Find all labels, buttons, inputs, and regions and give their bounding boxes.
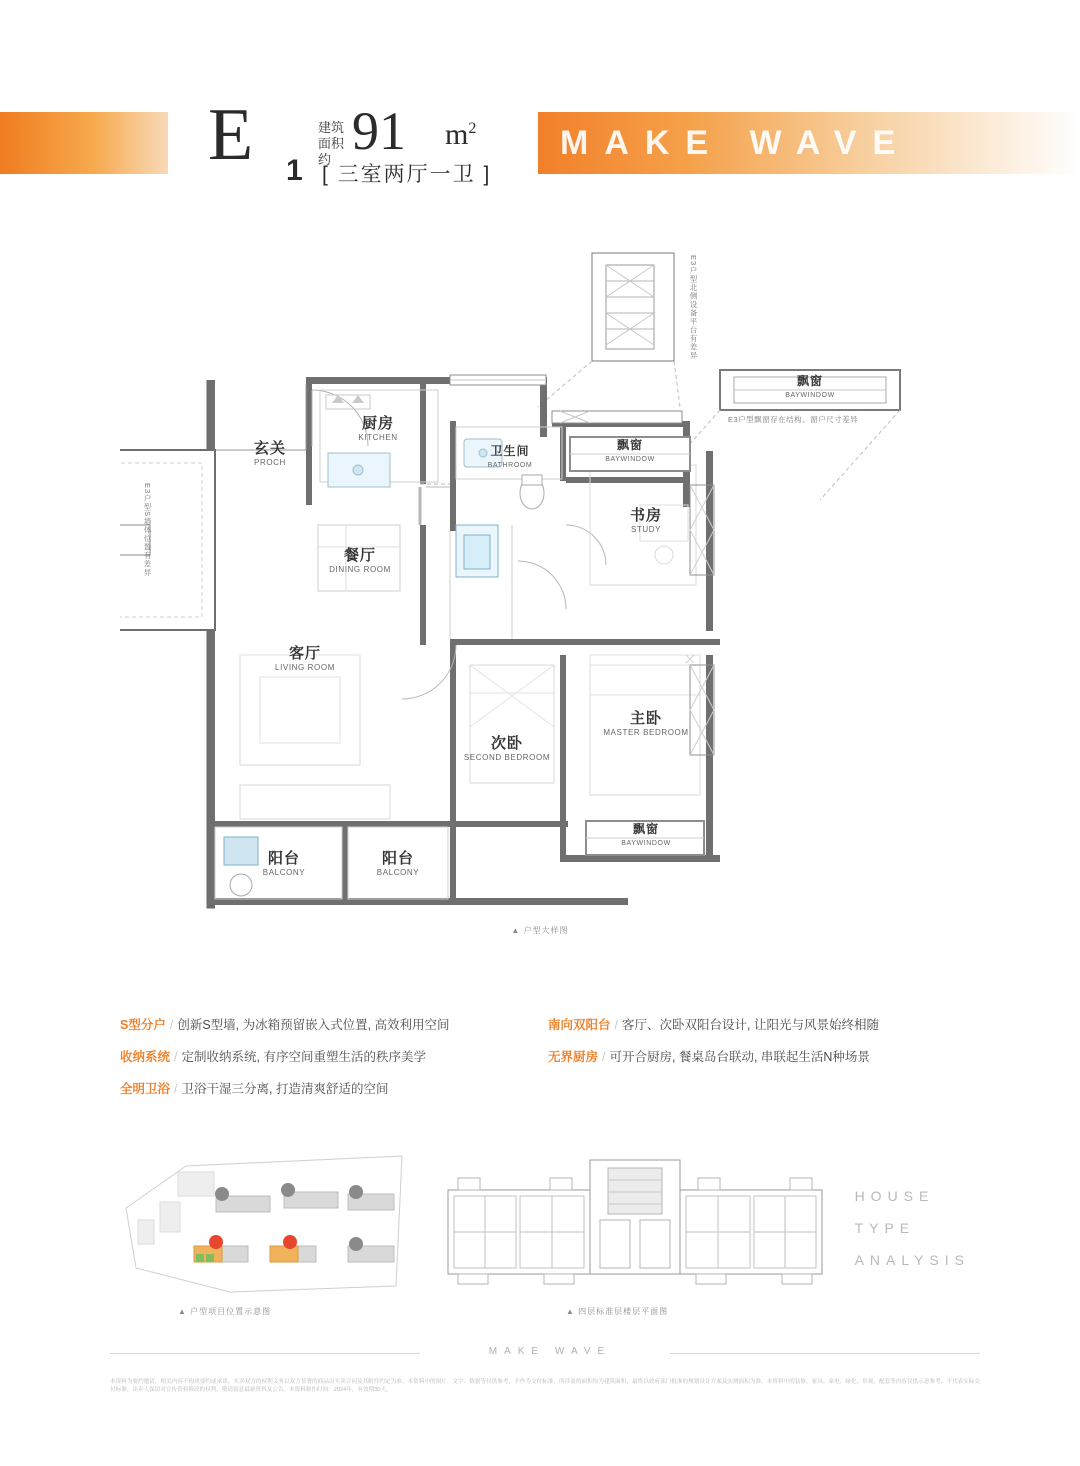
- room-label-bathroom: 卫生间 BATHROOM: [487, 444, 533, 469]
- room-label-study: 书房 STUDY: [629, 507, 662, 534]
- floor-plate-plan: [440, 1150, 830, 1316]
- feature-item-3: [548, 1018, 879, 1033]
- room-label-baywindow-study: 飘窗 BAYWINDOW: [605, 438, 655, 463]
- feature-key: 全明卫浴: [120, 1082, 171, 1096]
- disclaimer-text: 本资料为要约邀请，相关内容不构成要约或承诺，买卖双方的权利义务以双方签署的商品房买卖合同及其附件约定为准。本资料中的图片、文字、数据等仅供参考，不作为交付标准，所涉及的面积均为建筑面积，最终以政府部门批准的规划设计方案及实测面积为准。本资料中的装修、家具、家电、绿化、景观、配套等内容仅供示意参考，不代表实际交付标准。出卖人保留对宣传资料修改的权利，敬请留意最新资料及公告。本资料制作时间：2024年，有效期30天。: [110, 1379, 980, 1394]
- site-map-drawing: [120, 1150, 410, 1300]
- feature-sep: /: [174, 1050, 178, 1064]
- feature-value: 卫浴干湿三分离, 打造清爽舒适的空间: [181, 1082, 389, 1096]
- area-label-line1: 建筑: [318, 120, 345, 135]
- feature-key: 无界厨房: [548, 1050, 599, 1064]
- feature-item-2: [120, 1082, 388, 1097]
- unit-title-block: [200, 92, 540, 202]
- area-value: 91: [352, 101, 406, 161]
- footer-rule-right: [670, 1353, 980, 1354]
- feature-value: 创新S型墙, 为冰箱预留嵌入式位置, 高效利用空间: [177, 1018, 450, 1032]
- feature-item-4: [548, 1050, 870, 1065]
- room-label-second-bedroom: 次卧 SECOND BEDROOM: [463, 735, 551, 762]
- page-header: [0, 92, 1080, 202]
- note-baywindow-diff: E3户型飘窗存在结构、窗户尺寸差异: [728, 415, 859, 424]
- feature-sep: /: [169, 1018, 174, 1032]
- unit-index: 1: [286, 154, 303, 187]
- room-label-balcony-left: 阳台 BALCONY: [262, 850, 306, 877]
- room-label-dining: 餐厅 DINING ROOM: [329, 547, 391, 574]
- footer-divider: [110, 1346, 980, 1360]
- feature-item-1: [120, 1050, 426, 1065]
- room-label-baywindow-top: 飘窗 BAYWINDOW: [785, 374, 835, 399]
- floor-plate-caption: ▲ 四层标准层楼层平面图: [566, 1307, 669, 1316]
- header-accent-bar-left: [0, 112, 168, 174]
- room-label-living: 客厅 LIVING ROOM: [275, 645, 335, 672]
- site-map-caption: ▲ 户型项目位置示意图: [178, 1307, 272, 1316]
- feature-value: 定制收纳系统, 有序空间重塑生活的秩序美学: [181, 1050, 426, 1064]
- feature-item-0: [120, 1018, 450, 1033]
- unit-code: E: [208, 94, 254, 176]
- room-label-porch: 玄关 PROCH: [253, 440, 286, 467]
- room-config: [ 三室两厅一卫 ]: [322, 163, 492, 186]
- house-type-line-2: ANALYSIS: [854, 1252, 970, 1268]
- floor-plate-drawing: [440, 1150, 830, 1300]
- footer-wordmark: MAKE WAVE: [488, 1346, 612, 1357]
- feature-key: S型分户: [120, 1018, 166, 1032]
- room-label-kitchen: 厨房 KITCHEN: [358, 415, 398, 442]
- feature-sep: /: [602, 1050, 606, 1064]
- feature-sep: /: [174, 1082, 178, 1096]
- house-type-line-0: HOUSE: [854, 1188, 935, 1204]
- feature-list: [120, 1018, 960, 1128]
- floor-plan: [120, 225, 960, 945]
- house-type-line-1: TYPE: [854, 1220, 916, 1236]
- room-label-balcony-right: 阳台 BALCONY: [376, 850, 420, 877]
- brand-wordmark: MAKE WAVE: [560, 124, 912, 162]
- area-label-line2: 面积约: [318, 136, 345, 167]
- feature-key: 南向双阳台: [548, 1018, 611, 1032]
- plan-caption: ▲ 户型大样图: [511, 926, 569, 935]
- feature-key: 收纳系统: [120, 1050, 171, 1064]
- floor-plan-drawing: [120, 225, 960, 925]
- bottom-section: [110, 1150, 980, 1330]
- footer-rule-left: [110, 1353, 420, 1354]
- room-label-master-bedroom: 主卧 MASTER BEDROOM: [603, 710, 689, 737]
- feature-sep: /: [614, 1018, 618, 1032]
- feature-value: 可开合厨房, 餐桌岛台联动, 串联起生活N种场景: [609, 1050, 870, 1064]
- house-type-analysis-heading: [855, 1180, 970, 1276]
- site-location-map: [120, 1150, 410, 1316]
- room-label-baywindow-master: 飘窗 BAYWINDOW: [621, 822, 671, 847]
- note-s-wall: E3户型S墙体位置有差异: [143, 483, 152, 577]
- feature-value: 客厅、次卧双阳台设计, 让阳光与风景始终相随: [622, 1018, 879, 1032]
- note-north-platform: E3户型北侧设备平台有差异: [689, 255, 698, 360]
- area-unit: $m^2$: [445, 118, 477, 151]
